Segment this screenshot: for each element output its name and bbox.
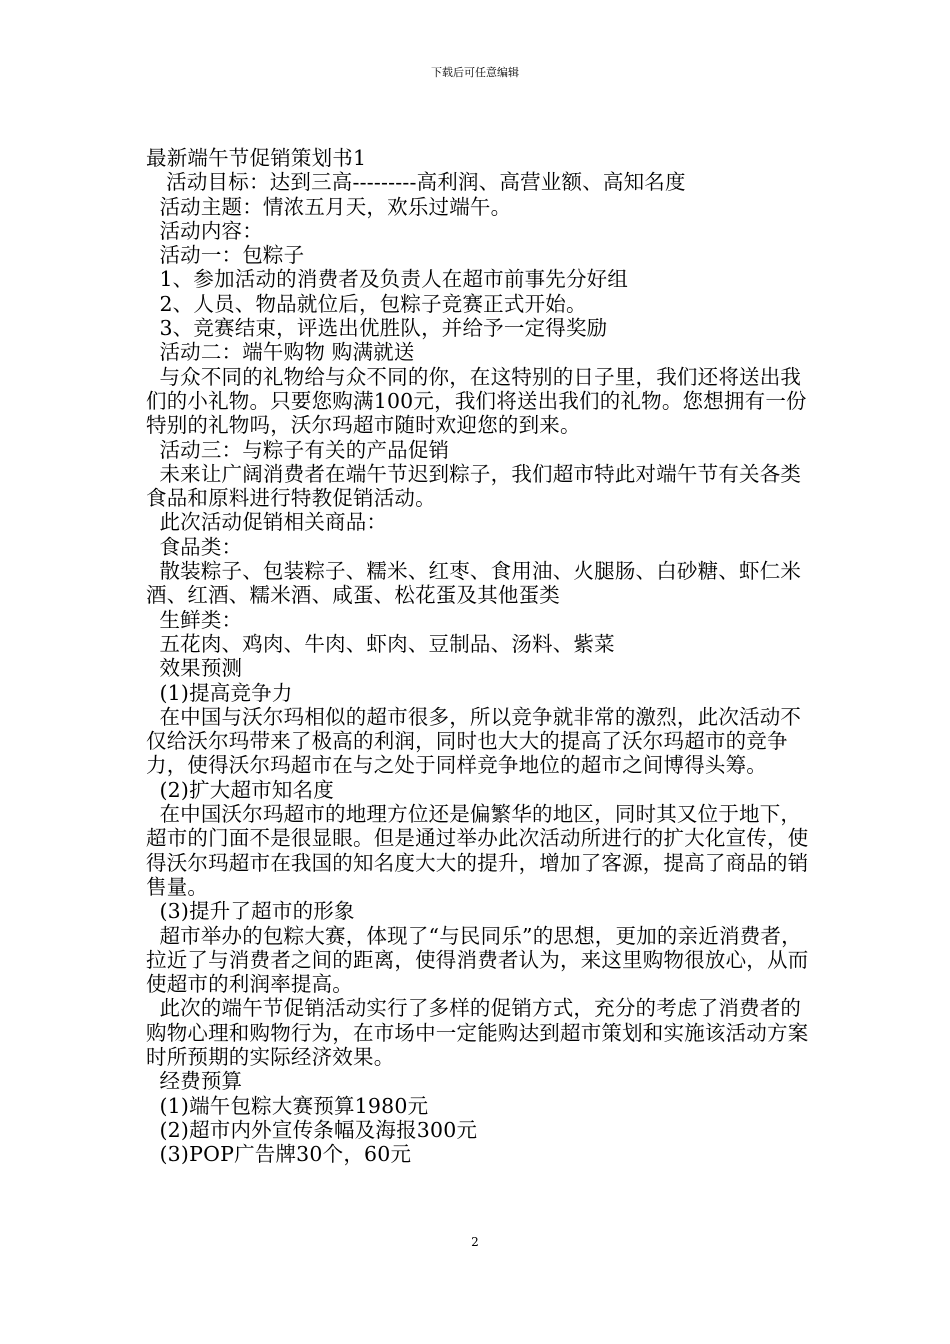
paragraph: 此次活动促销相关商品： [146, 510, 388, 535]
page-number: 2 [471, 1235, 479, 1249]
subheading: (1)提高竞争力 [146, 680, 293, 705]
subheading: (3)提升了超市的形象 [146, 899, 355, 924]
budget-item: (1)端午包粽大赛预算1980元 [146, 1093, 429, 1118]
paragraph: 活动主题：情浓五月天，欢乐过端午。 [146, 194, 512, 219]
subheading: (2)扩大超市知名度 [146, 777, 334, 802]
paragraph: 五花肉、鸡肉、牛肉、虾肉、豆制品、汤料、紫菜 [146, 631, 615, 656]
paragraph: 活动目标：达到三高---------高利润、高营业额、高知名度 [146, 170, 686, 195]
paragraph: 超市举办的包粽大赛，体现了“与民同乐”的思想，更加的亲近消费者，拉近了与消费者之间的距离，使得消费者认为，来这里购物很放心，从而使超市的利润率提高。 [146, 923, 809, 997]
budget-item: (2)超市内外宣传条幅及海报300元 [146, 1117, 478, 1142]
paragraph: 散装粽子、包装粽子、糯米、红枣、食用油、火腿肠、白砂糖、虾仁米酒、红酒、糯米酒、咸蛋、松花蛋及其他蛋类 [146, 559, 802, 608]
section-heading: 活动一：包粽子 [146, 243, 305, 268]
paragraph: 未来让广阔消费者在端午节迟到粽子，我们超市特此对端午节有关各类食品和原料进行特教促销活动。 [146, 461, 802, 511]
paragraph: 在中国沃尔玛超市的地理方位还是偏繁华的地区，同时其又位于地下，超市的门面不是很显眼。但是通过举办此次活动所进行的扩大化宣传，使得沃尔玛超市在我国的知名度大大的提升，增加了客源，提高了商品的销售量。 [146, 802, 809, 899]
section-heading: 活动三：与粽子有关的产品促销 [146, 437, 450, 462]
paragraph: 3、竞赛结束，评选出优胜队，并给予一定得奖励 [146, 316, 608, 341]
paragraph: 与众不同的礼物给与众不同的你，在这特别的日子里，我们还将送出我们的小礼物。只要您购满100元，我们将送出我们的礼物。您想拥有一份特别的礼物吗，沃尔玛超市随时欢迎您的到来。 [146, 364, 807, 438]
paragraph: 在中国与沃尔玛相似的超市很多，所以竞争就非常的激烈，此次活动不仅给沃尔玛带来了极高的利润，同时也大大的提高了沃尔玛超市的竞争力，使得沃尔玛超市在与之处于同样竞争地位的超市之间博得头筹。 [146, 704, 802, 778]
paragraph: 1、参加活动的消费者及负责人在超市前事先分好组 [146, 267, 629, 292]
document-body [146, 146, 810, 1166]
budget-item: (3)POP广告牌30个，60元 [146, 1142, 412, 1167]
document-title: 最新端午节促销策划书1 [146, 146, 367, 170]
paragraph: 此次的端午节促销活动实行了多样的促销方式，充分的考虑了消费者的购物心理和购物行为，在市场中一定能购达到超市策划和实施该活动方案时所预期的实际经济效果。 [146, 996, 809, 1069]
section-heading: 活动二：端午购物 购满就送 [146, 340, 415, 365]
section-heading: 经费预算 [146, 1069, 243, 1094]
paragraph: 食品类： [146, 534, 243, 559]
section-heading: 效果预测 [146, 656, 243, 681]
paragraph: 2、人员、物品就位后，包粽子竞赛正式开始。 [146, 291, 587, 316]
page-header: 下载后可任意编辑 [431, 66, 519, 79]
paragraph: 活动内容： [146, 218, 263, 243]
paragraph: 生鲜类： [146, 607, 243, 632]
